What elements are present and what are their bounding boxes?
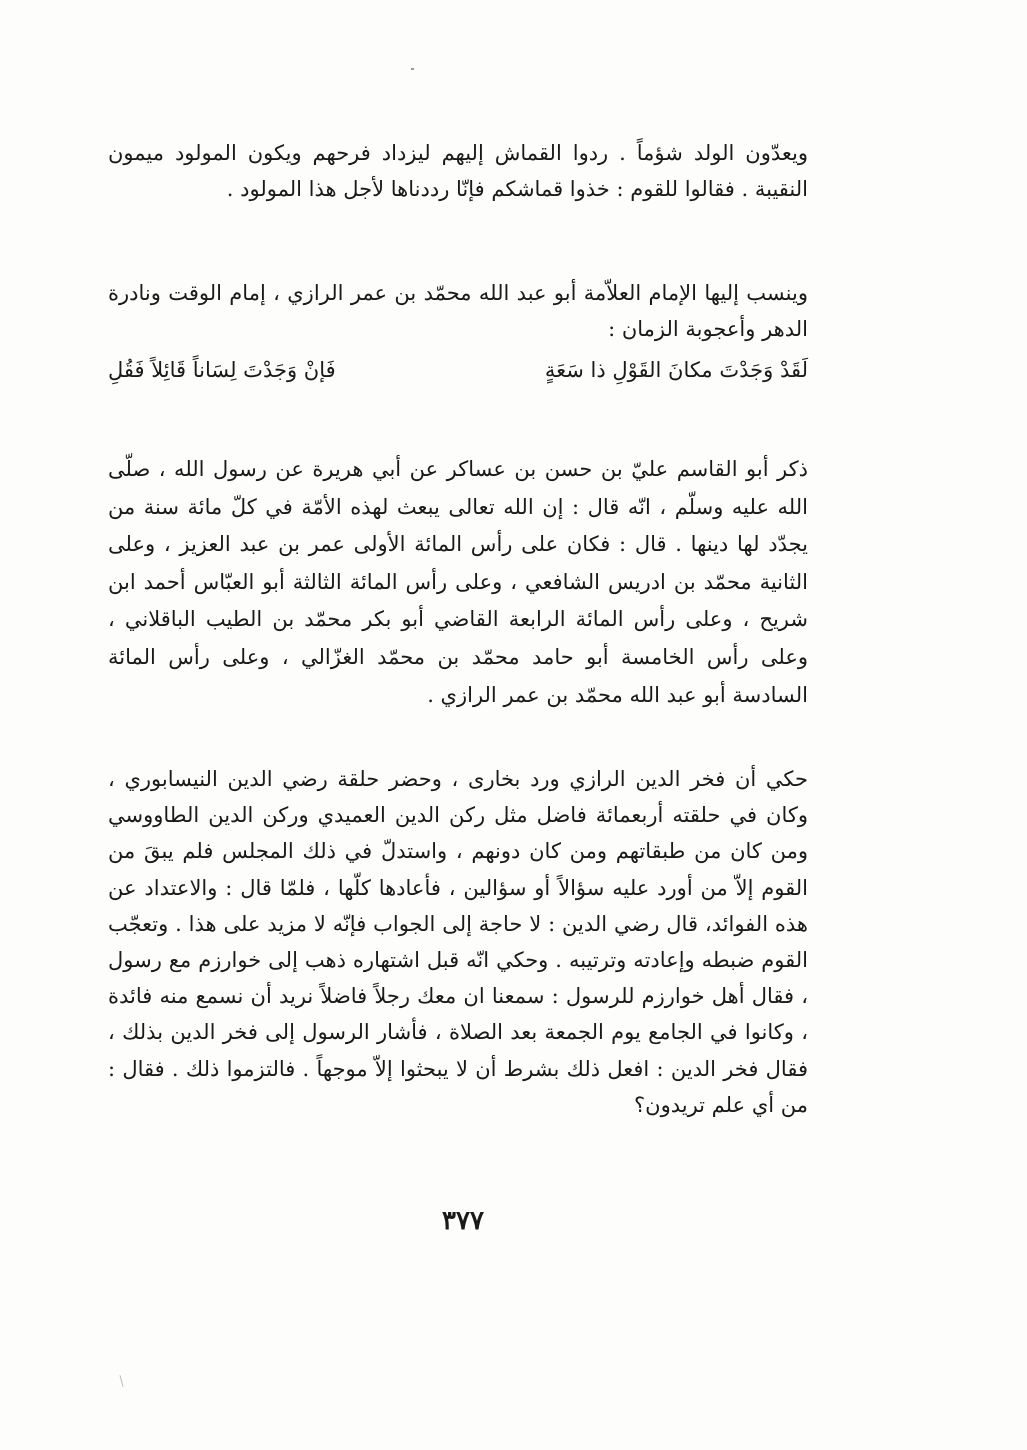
verse-first-hemistich: لَقَدْ وَجَدْتَ مكانَ القَوْلِ ذا سَعَةٍ — [544, 358, 808, 382]
page-number: ٣٧٧ — [442, 1206, 484, 1236]
paragraph-4: حكي أن فخر الدين الرازي ورد بخارى ، وحضر حلقة رضي الدين النيسابوري ، وكان في حلقته أربعمائة فاضل مثل ركن الدين العميدي وركن الدين الطاووسي ومن كان من طبقاتهم ومن كان دونهم ، واستدلّ في ذلك المجلس فلم يبقَ من القوم إلاّ من أورد عليه سؤالاً أو سؤالين ، فأعادها كلّها ، فلمّا قال : والاعتداد عن هذه الفوائد، قال رضي الدين : لا حاجة إلى الجواب فإنّه لا مزيد على هذا . وتعجّب القوم ضبطه وإعادته وترتيبه . وحكي انّه قبل اشتهاره ذهب إلى خوارزم مع رسول ، فقال أهل خوارزم للرسول : سمعنا ان معك رجلاً فاضلاً نريد أن نسمع منه فائدة ، وكانوا في الجامع يوم الجمعة بعد الصلاة ، فأشار الرسول إلى فخر الدين بذلك ، فقال فخر الدين : افعل ذلك بشرط أن لا يبحثوا إلاّ موجهاً . فالتزموا ذلك . فقال : من أي علم تريدون؟ — [108, 767, 808, 1117]
paragraph-1: ويعدّون الولد شؤماً . ردوا القماش إليهم ليزداد فرحهم ويكون المولود ميمون النقيبة . فقالوا للقوم : خذوا قماشكم فإنّا رددناها لأجل هذا المولود . — [108, 141, 808, 201]
scan-speck — [411, 68, 414, 70]
paragraph-3: ذكر أبو القاسم عليّ بن حسن بن عساكر عن أبي هريرة عن رسول الله ، صلّى الله عليه وسلّم ، انّه قال : إن الله تعالى يبعث لهذه الأمّة في كلّ مائة سنة من يجدّد لها دينها . قال : فكان على رأس المائة الأولى عمر بن عبد العزيز ، وعلى الثانية محمّد بن ادريس الشافعي ، وعلى رأس المائة الثالثة أبو العبّاس أحمد ابن شريح ، وعلى رأس المائة الرابعة القاضي أبو بكر محمّد بن الطيب الباقلاني ، وعلى رأس الخامسة أبو حامد محمّد بن محمّد الغزّالي ، وعلى رأس المائة السادسة أبو عبد الله محمّد بن عمر الرازي . — [108, 457, 808, 707]
margin-speck — [119, 1375, 123, 1387]
verse-second-hemistich: فَإنْ وَجَدْتَ لِسَاناً قَائِلاً فَقُلِ — [108, 358, 336, 382]
poetry-verse — [108, 352, 808, 392]
paragraph-2: وينسب إليها الإمام العلاّمة أبو عبد الله محمّد بن عمر الرازي ، إمام الوقت ونادرة الدهر وأعجوبة الزمان : — [108, 281, 808, 341]
